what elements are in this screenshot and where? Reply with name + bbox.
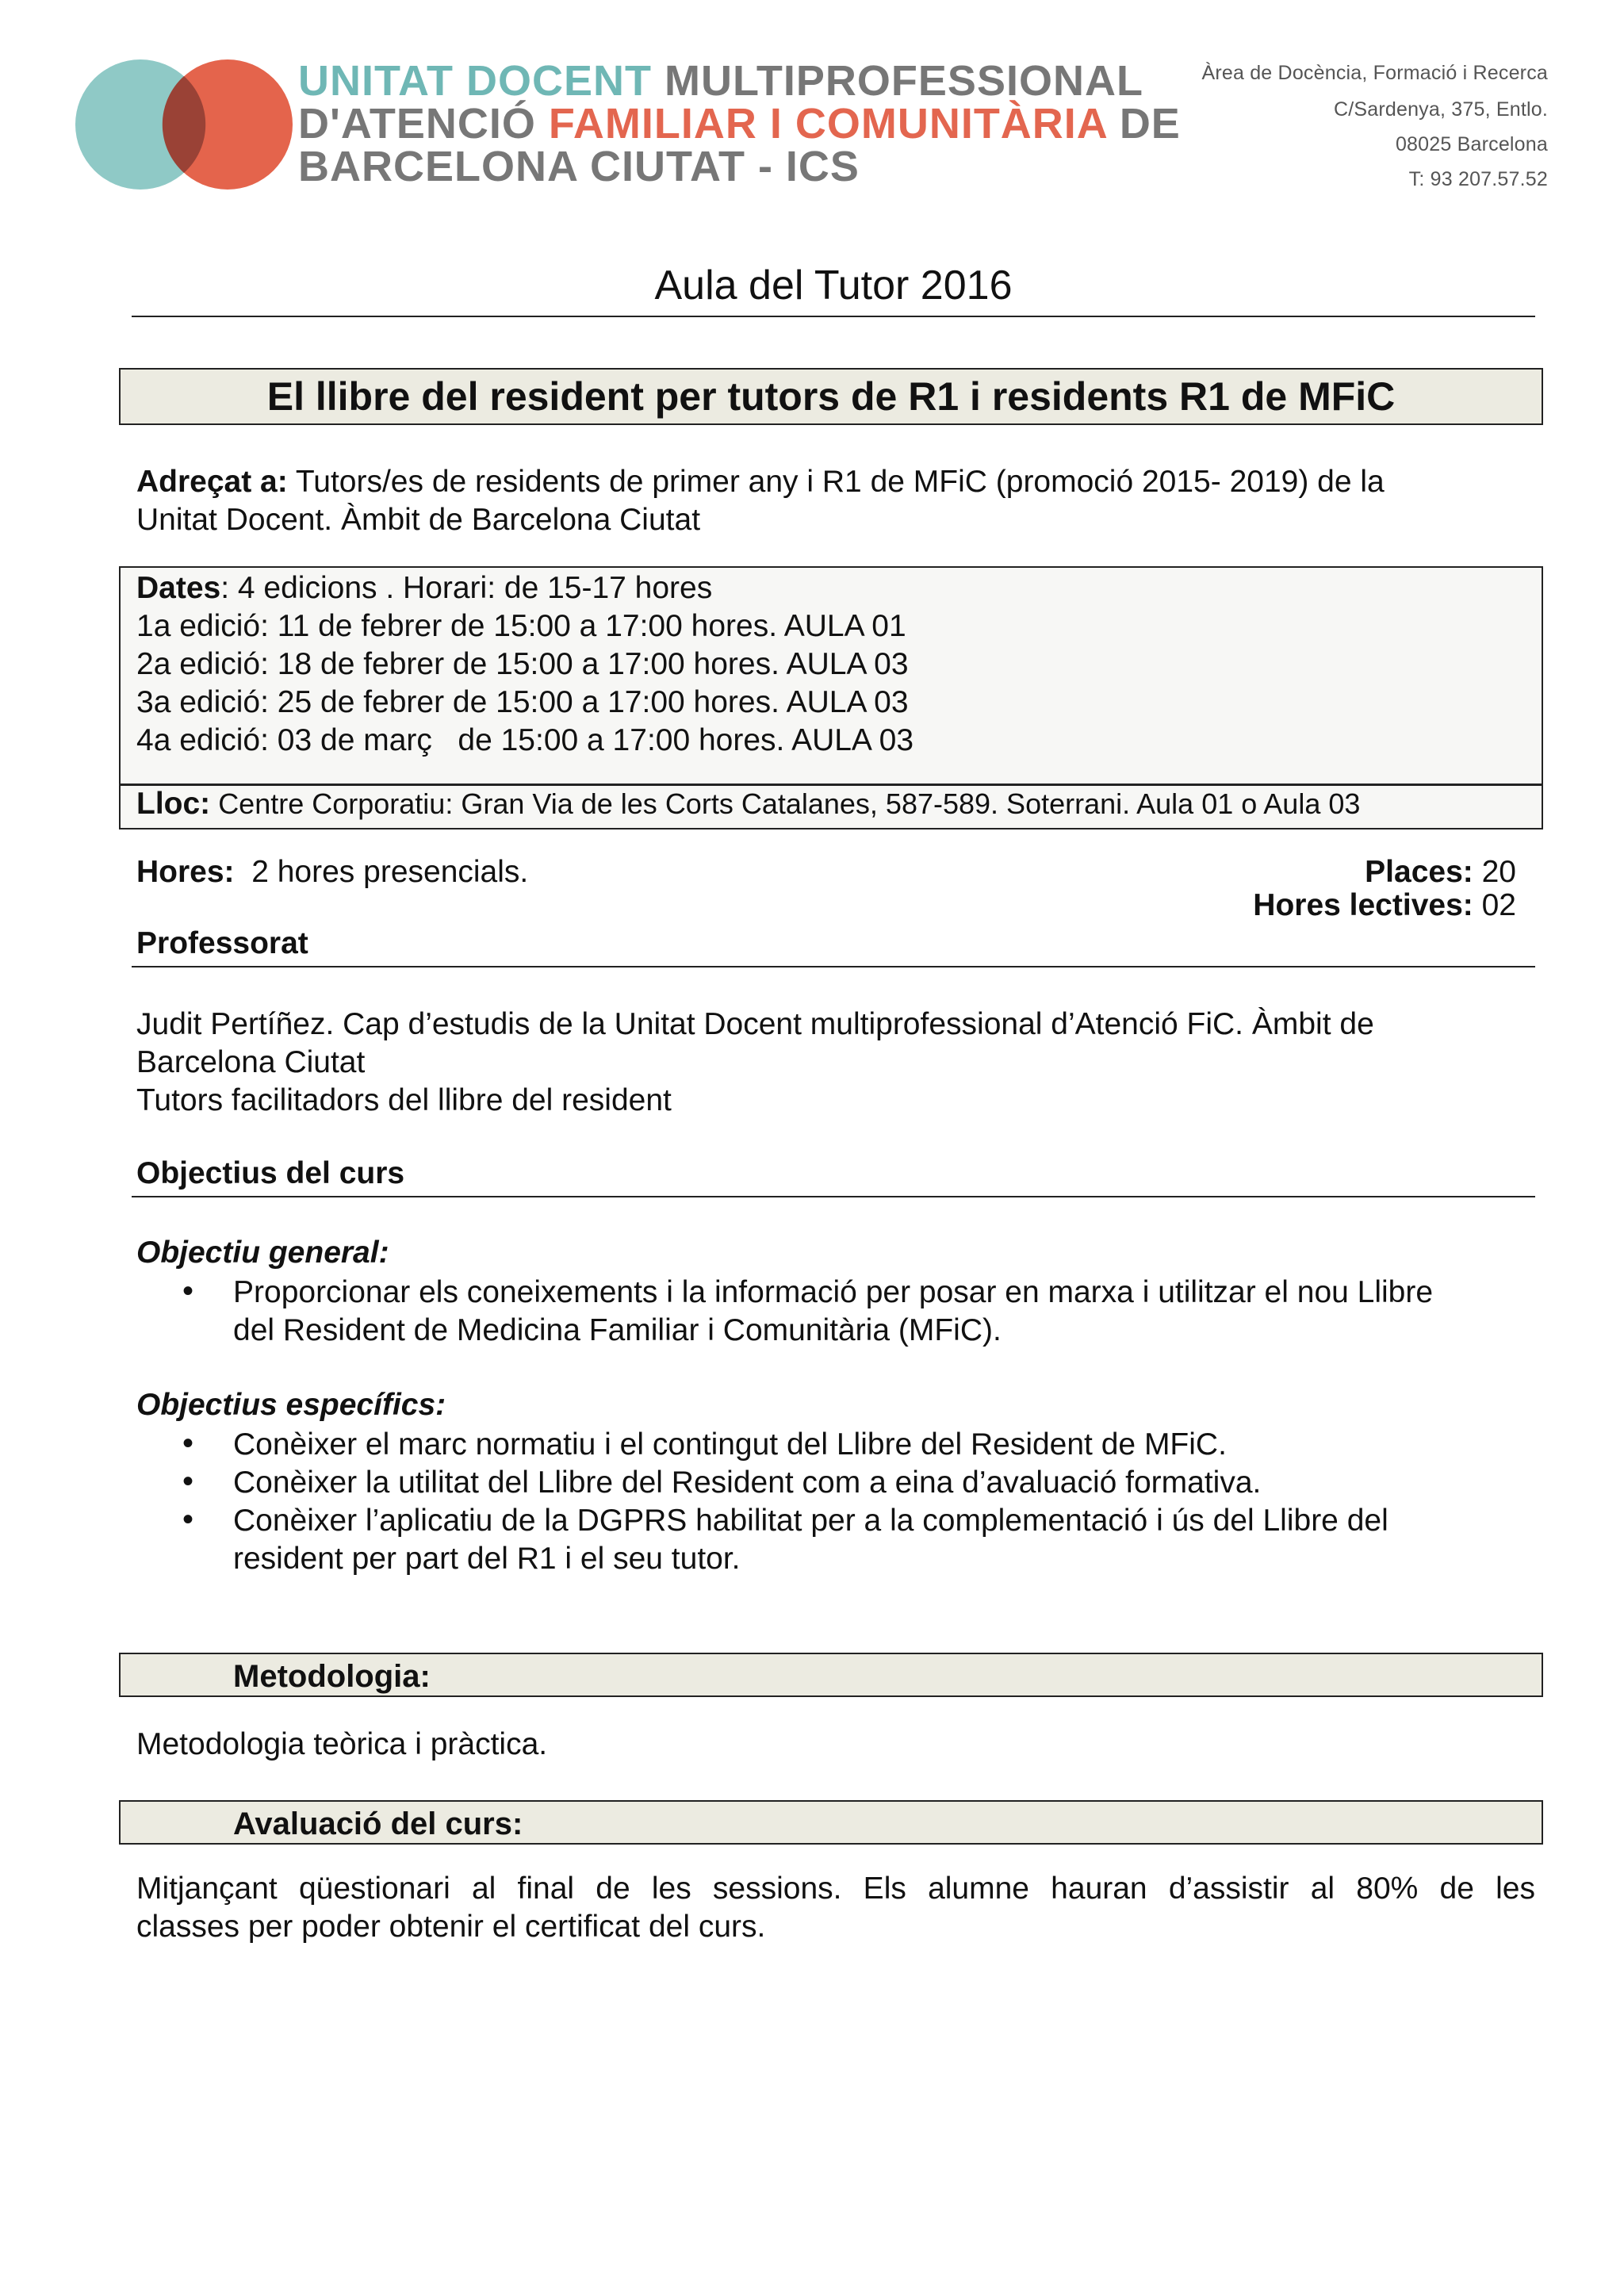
logo-circles-icon <box>73 57 295 192</box>
evaluation-text-line2: classes per poder obtenir el certificat del curs. <box>136 1910 766 1944</box>
edition-line: 3a edició: 25 de febrer de 15:00 a 17:00 hores. AULA 03 <box>136 685 909 719</box>
specific-objective-line: Conèixer l’aplicatiu de la DGPRS habilitat per a la complementació i ús del Llibre del <box>233 1504 1388 1538</box>
dates-label: Dates <box>136 571 221 605</box>
evaluation-banner <box>119 1800 1543 1845</box>
logo-text-line3: BARCELONA CIUTAT - ICS <box>298 143 860 190</box>
methodology-heading: Metodologia: <box>233 1659 431 1694</box>
objectives-heading: Objectius del curs <box>136 1156 405 1190</box>
edition-line: 1a edició: 11 de febrer de 15:00 a 17:00 hores. AULA 01 <box>136 609 906 643</box>
specific-objectives-label: Objectius específics: <box>136 1388 446 1422</box>
specific-objective-line: Conèixer el marc normatiu i el contingut del Llibre del Resident de MFiC. <box>233 1427 1227 1462</box>
bullet-icon: • <box>182 1426 194 1461</box>
hours-value: 2 hores presencials. <box>251 855 529 889</box>
specific-objective-line: resident per part del R1 i el seu tutor. <box>233 1542 741 1576</box>
dates-summary <box>136 571 712 606</box>
address-line: 08025 Barcelona <box>1395 133 1548 155</box>
evaluation-heading: Avaluació del curs: <box>233 1806 523 1841</box>
places-line <box>1365 855 1516 890</box>
methodology-text: Metodologia teòrica i pràctica. <box>136 1727 548 1761</box>
addressed-line2: Unitat Docent. Àmbit de Barcelona Ciutat <box>136 503 701 537</box>
place-text: Centre Corporatiu: Gran Via de les Corts Catalanes, 587-589. Soterrani. Aula 01 o Aula 03 <box>218 787 1361 820</box>
bullet-icon: • <box>182 1502 194 1537</box>
dates-summary-text: : 4 edicions . Horari: de 15-17 hores <box>220 571 713 605</box>
dates-box <box>119 566 1543 829</box>
title-divider <box>132 316 1535 317</box>
places-label: Places: <box>1365 855 1473 889</box>
general-objective-line: del Resident de Medicina Familiar i Comunitària (MFiC). <box>233 1313 1002 1347</box>
logo-text-line1: UNITAT DOCENT MULTIPROFESSIONAL <box>298 57 1143 105</box>
general-objective-label: Objectiu general: <box>136 1236 389 1270</box>
place-label: Lloc: <box>136 787 211 821</box>
hours-label: Hores: <box>136 855 235 889</box>
faculty-line: Judit Pertíñez. Cap d’estudis de la Unitat Docent multiprofessional d’Atenció FiC. Àmbit de <box>136 1007 1374 1041</box>
specific-objective-line: Conèixer la utilitat del Llibre del Resident com a eina d’avaluació formativa. <box>233 1466 1262 1500</box>
dates-separator <box>121 784 1542 786</box>
edition-line: 2a edició: 18 de febrer de 15:00 a 17:00 hores. AULA 03 <box>136 647 909 681</box>
bullet-icon: • <box>182 1464 194 1499</box>
objectives-divider <box>132 1196 1535 1197</box>
place-line <box>136 787 1360 822</box>
course-title-banner <box>119 368 1543 425</box>
faculty-line: Barcelona Ciutat <box>136 1045 366 1079</box>
addressed-text: Tutors/es de residents de primer any i R1 de MFiC (promoció 2015- 2019) de la <box>295 465 1385 499</box>
hours-line <box>136 853 528 891</box>
general-objective-line: Proporcionar els coneixements i la informació per posar en marxa i utilitzar el nou Llibre <box>233 1275 1434 1309</box>
address-line: Àrea de Docència, Formació i Recerca <box>1201 62 1548 84</box>
logo-text-line2: D'ATENCIÓ FAMILIAR I COMUNITÀRIA DE <box>298 100 1181 148</box>
addressed-label: Adreçat a: <box>136 465 288 499</box>
faculty-line: Tutors facilitadors del llibre del resident <box>136 1083 672 1117</box>
faculty-divider <box>132 966 1535 967</box>
places-value: 20 <box>1481 855 1516 889</box>
bullet-icon: • <box>182 1274 194 1308</box>
teaching-hours-line <box>1253 888 1516 923</box>
teaching-hours-value: 02 <box>1481 888 1516 922</box>
methodology-banner <box>119 1653 1543 1697</box>
addressed-line1 <box>136 463 1385 501</box>
evaluation-text-line1: Mitjançant qüestionari al final de les sessions. Els alumne hauran d’assistir al 80% de les <box>136 1872 1535 1906</box>
course-title: El llibre del resident per tutors de R1 i residents R1 de MFiC <box>266 374 1396 419</box>
document-title: Aula del Tutor 2016 <box>654 262 1013 308</box>
address-line: C/Sardenya, 375, Entlo. <box>1333 98 1548 121</box>
faculty-heading: Professorat <box>136 926 308 960</box>
address-line: T: 93 207.57.52 <box>1408 168 1548 190</box>
teaching-hours-label: Hores lectives: <box>1253 888 1473 922</box>
edition-line: 4a edició: 03 de març de 15:00 a 17:00 hores. AULA 03 <box>136 723 914 757</box>
